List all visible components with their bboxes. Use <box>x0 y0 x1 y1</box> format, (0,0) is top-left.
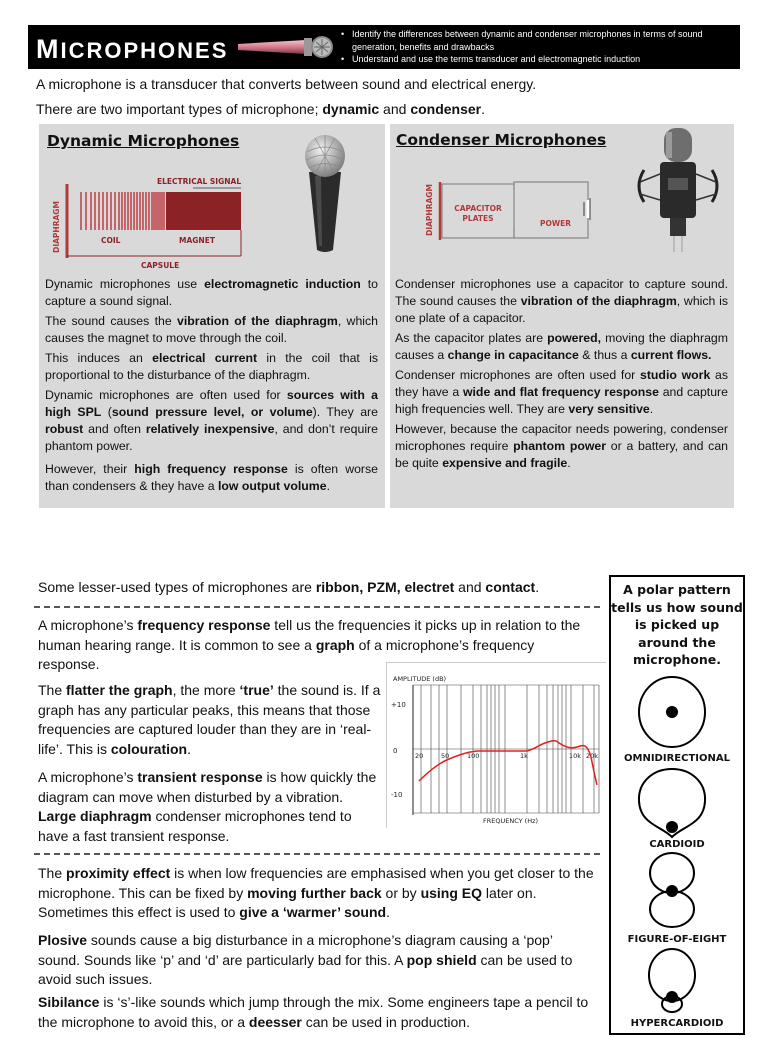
condenser-paragraph: Condenser microphones are often used for studio work as they have a wide and flat frequency response and capture high frequencies well. They are very sensitive. <box>395 368 728 416</box>
graph-ylabel: AMPLITUDE (dB) <box>393 675 447 683</box>
dynamic-paragraph: The sound causes the vibration of the diaphragm, which causes the magnet to move through the coil. <box>45 314 379 345</box>
graph-ytick: +10 <box>391 701 406 709</box>
diagram-label-diaphragm: DIAPHRAGM <box>52 201 61 253</box>
condenser-title: Condenser Microphones <box>396 131 607 149</box>
dynamic-microphone-icon <box>295 132 355 254</box>
plosive-text: Plosive sounds cause a big disturbance in a microphone’s diagram causing a ‘pop’ sound. Sounds like ‘p’ and ‘d’ are particularly bad for this. A pop shield can be used to avoid such issues. <box>38 932 573 987</box>
diagram-label-magnet: MAGNET <box>179 236 215 245</box>
dynamic-paragraph: Dynamic microphones use electromagnetic induction to capture a sound signal. <box>45 277 378 308</box>
condenser-paragraph: However, because the capacitor needs powering, condenser microphones require phantom power or a battery, and can be quite expensive and fragile. <box>395 422 728 470</box>
objective-item: • Understand and use the terms transducer and electromagnetic induction <box>339 53 739 66</box>
diagram-label-diaphragm: DIAPHRAGM <box>425 184 434 236</box>
diagram-label-electrical-signal: ELECTRICAL SIGNAL <box>157 177 242 186</box>
transient-text: A microphone’s transient response is how quickly the diagram can move when disturbed by a vibration. Large diaphragm condenser microphones tend to have a fast transient response. <box>38 769 377 844</box>
objectives-list <box>339 28 739 66</box>
dynamic-panel <box>39 124 385 508</box>
condenser-panel <box>390 124 734 508</box>
dynamic-paragraph: This induces an electrical current in the coil that is proportional to the disturbance of the diaphragm. <box>45 351 379 382</box>
frequency-response-graph <box>386 662 606 828</box>
condenser-paragraph: As the capacitor plates are powered, moving the diaphragm causes a change in capacitance & thus a current flows. <box>395 331 728 362</box>
dynamic-diagram <box>53 162 275 272</box>
graph-xtick: 20 <box>415 752 424 760</box>
diagram-label-capacitor: CAPACITOR <box>454 204 502 213</box>
graph-xtick: 50 <box>441 752 450 760</box>
intro-line-1: A microphone is a transducer that converts between sound and electrical energy. <box>36 76 537 92</box>
polar-pattern-box <box>609 575 745 1035</box>
frequency-response-text: A microphone’s frequency response tell us the frequencies it picks up in relation to the human hearing range. It is common to see a graph of a microphone’s frequency response. <box>38 617 581 672</box>
graph-xtick: 20k <box>586 752 599 760</box>
diagram-label-power: POWER <box>540 219 572 228</box>
cardioid-label: CARDIOID <box>649 839 705 850</box>
graph-xtick: 100 <box>467 752 480 760</box>
condenser-paragraph: Condenser microphones use a capacitor to capture sound. The sound causes the vibration of the diaphragm, which is one plate of a capacitor. <box>395 277 728 325</box>
intro-line-2: There are two important types of microphone; dynamic and condenser. <box>36 101 486 117</box>
condenser-microphone-icon <box>630 126 726 254</box>
omnidirectional-label: OMNIDIRECTIONAL <box>624 753 730 764</box>
proximity-effect-text: The proximity effect is when low frequencies are emphasised when you get closer to the microphone. This can be fixed by moving further back or by using EQ later on. Sometimes this effect is used to give a ‘warmer’ sound. <box>38 865 594 920</box>
lesser-used-text: Some lesser-used types of microphones are ribbon, PZM, electret and contact. <box>38 579 540 595</box>
polar-diagrams <box>611 577 743 1037</box>
polar-intro: A polar pattern tells us how sound is picked up around the microphone. <box>611 582 743 667</box>
diagram-label-coil: COIL <box>101 236 121 245</box>
graph-xtick: 10k <box>569 752 582 760</box>
graph-xlabel: FREQUENCY (Hz) <box>483 817 539 825</box>
dynamic-paragraph: Dynamic microphones are often used for sources with a high SPL (sound pressure level, or volume). They are robust and often relatively inexpensive, and don’t require phantom power. <box>45 388 378 453</box>
figure-of-eight-label: FIGURE-OF-EIGHT <box>627 934 727 945</box>
condenser-text <box>395 276 728 475</box>
dynamic-paragraph: However, their high frequency response is often worse than condensers & they have a low output volume. <box>45 462 379 493</box>
sibilance-text: Sibilance is ‘s’-like sounds which jump through the mix. Some engineers tape a pencil to the microphone to avoid this, or a deesser can be used in production. <box>38 994 589 1030</box>
graph-xtick: 1k <box>520 752 528 760</box>
graph-ytick: 0 <box>393 747 398 755</box>
diagram-label-plates: PLATES <box>462 214 494 223</box>
divider <box>34 606 600 608</box>
divider <box>34 853 600 855</box>
hypercardioid-label: HYPERCARDIOID <box>630 1018 724 1029</box>
flatness-text: The flatter the graph, the more ‘true’ the sound is. If a graph has any particular peaks, this means that those frequencies are captured louder than they are in ‘real-life’. This is colouration. <box>38 682 381 757</box>
frequency-curve <box>419 741 597 785</box>
graph-ytick: -10 <box>391 791 403 799</box>
microphone-icon <box>236 34 334 60</box>
page-title: MICROPHONES <box>36 34 229 64</box>
dynamic-text <box>45 276 378 498</box>
dynamic-title: Dynamic Microphones <box>47 132 240 150</box>
objective-item: • Identify the differences between dynamic and condenser microphones in terms of sound generation, benefits and drawbacks <box>339 28 739 53</box>
condenser-diagram <box>424 180 600 242</box>
header-banner <box>28 25 740 69</box>
diagram-label-capsule: CAPSULE <box>141 261 180 270</box>
